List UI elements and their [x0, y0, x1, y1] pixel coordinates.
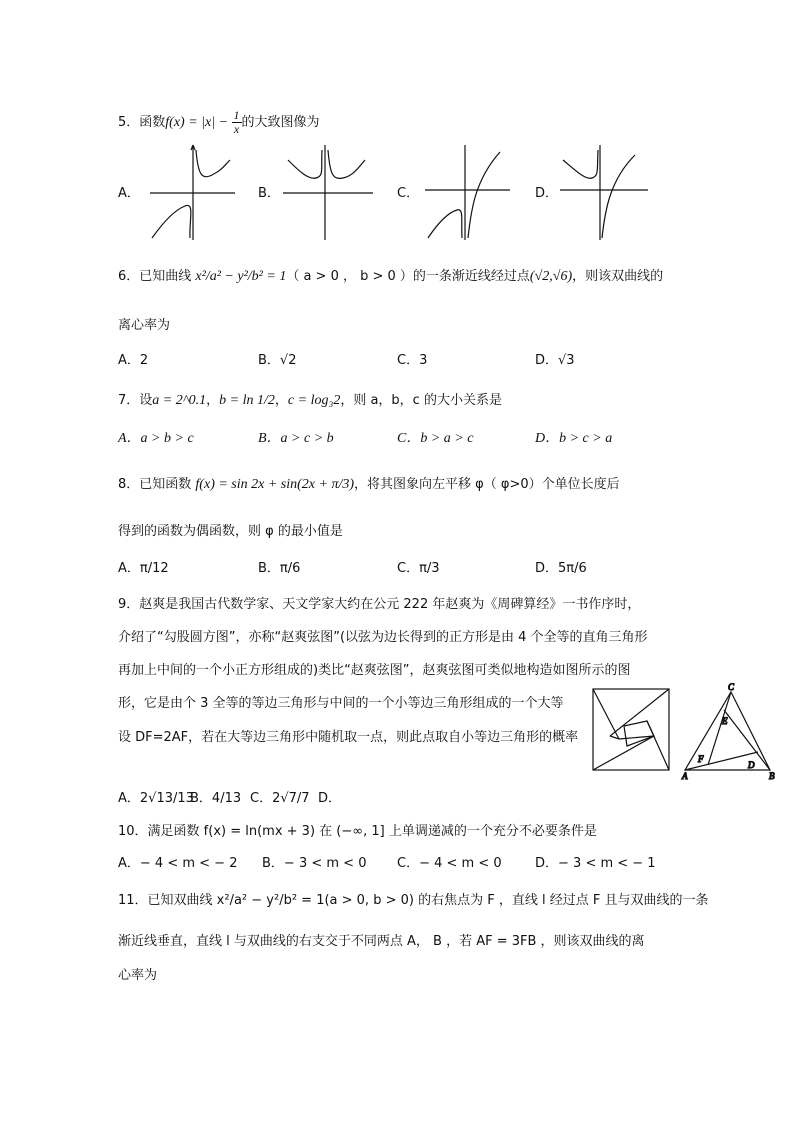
q5-stem: 5．函数f(x) = |x| − $\frac{1}{x}$ 的大致图像为: [118, 108, 320, 136]
label-c: C: [728, 682, 735, 692]
equilateral-triangle-figure: [680, 680, 780, 780]
q6-option-c: C．3: [397, 353, 428, 368]
q8-option-a: A．π/12: [118, 561, 169, 576]
q11-line3: 心率为: [118, 968, 158, 983]
q8-option-c: C．π/3: [397, 561, 440, 576]
q7-option-b: B．a > c > b: [258, 431, 334, 446]
q9-line1: 9．赵爽是我国古代数学家、天文学家大约在公元 222 年赵爽为《周碑算经》一书作序时，: [118, 597, 641, 612]
graph-a: [150, 140, 250, 240]
q6-line2: 离心率为: [118, 318, 171, 333]
label-b: B: [769, 771, 775, 780]
q9-option-d: D．: [318, 791, 342, 806]
q5-option-d: D．: [535, 186, 559, 201]
q9-line2: 介绍了“勾股圆方图”，亦称“赵爽弦图”(以弦为边长得到的正方形是由 4 个全等的直角三角形: [118, 630, 648, 645]
q11-line1: 11．已知双曲线 x²/a² − y²/b² = 1(a > 0, b > 0) 的右焦点为 F ，直线 l 经过点 F 且与双曲线的一条: [118, 893, 709, 908]
q9-line4: 形，它是由个 3 全等的等边三角形与中间的一个小等边三角形组成的一个大等: [118, 696, 564, 711]
q7-option-c: C．b > a > c: [397, 431, 474, 446]
q5-option-b: B．: [258, 186, 280, 201]
q8-option-d: D．5π/6: [535, 561, 587, 576]
q11-line2: 渐近线垂直，直线 l 与双曲线的右支交于不同两点 A， B ，若 AF = 3FB ，则该双曲线的离: [118, 934, 645, 949]
label-f: F: [698, 754, 704, 764]
q8-line2: 得到的函数为偶函数，则 φ 的最小值是: [118, 524, 343, 539]
graph-d: [560, 140, 660, 240]
q10-stem: 10．满足函数 f(x) = ln(mx + 3) 在 (−∞, 1] 上单调递减的一个充分不必要条件是: [118, 824, 597, 839]
q9-line3: 再加上中间的一个小正方形组成的)类比“赵爽弦图”，赵爽弦图可类似地构造如图所示的图: [118, 663, 631, 678]
zhao-shuang-square-figure: [592, 688, 672, 772]
q10-option-d: D．− 3 < m < − 1: [535, 856, 656, 871]
q7-stem: 7．设a = 2^0.1，b = ln 1/2，c = log₃2，则 a，b，c 的大小关系是: [118, 393, 502, 408]
q9-option-c: C．2√7/7: [250, 791, 310, 806]
q8-stem: 8．已知函数 f(x) = sin 2x + sin(2x + π/3)，将其图象向左平移 φ（ φ>0）个单位长度后: [118, 477, 620, 492]
q6-option-b: B．√2: [258, 353, 297, 368]
q10-option-a: A．− 4 < m < − 2: [118, 856, 238, 871]
q5-option-c: C．: [397, 186, 420, 201]
graph-c: [425, 140, 525, 240]
label-e: E: [722, 716, 728, 726]
q9-option-a: A．2√13/13: [118, 791, 194, 806]
q6-option-d: D．√3: [535, 353, 575, 368]
q10-option-c: C．− 4 < m < 0: [397, 856, 502, 871]
q6-stem: 6．已知曲线 x²/a² − y²/b² = 1（ a > 0 ， b > 0 ）的一条渐近线经过点(√2,√6)，则该双曲线的: [118, 269, 664, 284]
q8-option-b: B．π/6: [258, 561, 301, 576]
label-d: D: [748, 760, 755, 770]
graph-b: [283, 140, 383, 240]
q9-option-b: B．4/13: [190, 791, 242, 806]
q9-line5: 设 DF=2AF，若在大等边三角形中随机取一点，则此点取自小等边三角形的概率: [118, 730, 579, 745]
q7-option-a: A．a > b > c: [118, 431, 194, 446]
q7-option-d: D．b > c > a: [535, 431, 613, 446]
q6-option-a: A．2: [118, 353, 149, 368]
q5-option-a: A．: [118, 186, 140, 201]
q10-option-b: B．− 3 < m < 0: [262, 856, 367, 871]
label-a: A: [682, 771, 688, 780]
